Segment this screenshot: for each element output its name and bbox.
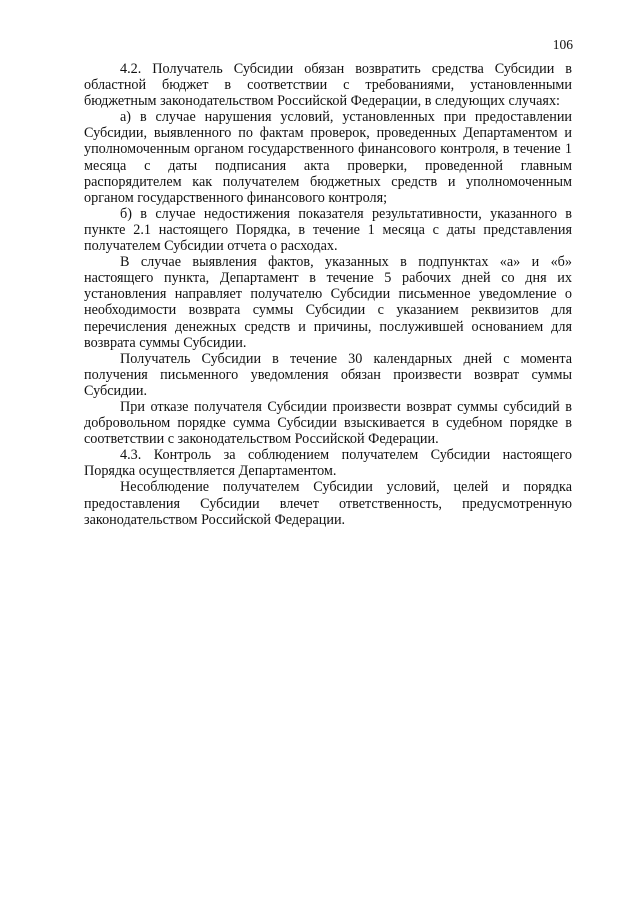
document-body: [84, 61, 572, 528]
paragraph-notification: В случае выявления фактов, указанных в подпунктах «а» и «б» настоящего пункта, Департамент в течение 5 рабочих дней со дня их установления направляет получателю Субсидии письменное уведомление о необходимости возврата суммы Субсидии с указанием реквизитов для перечисления денежных средств и причины, послужившей основанием для возврата суммы Субсидии.: [84, 254, 572, 351]
paragraph-4-2: 4.2. Получатель Субсидии обязан возвратить средства Субсидии в областной бюджет в соответствии с требованиями, установленными бюджетным законодательством Российской Федерации, в следующих случаях:: [84, 61, 572, 110]
paragraph-4-2-a: а) в случае нарушения условий, установленных при предоставлении Субсидии, выявленного по фактам проверок, проведенных Департаментом и уполномоченным органом государственного финансового контроля, в течение 1 месяца с даты подписания акта проверки, проведенной главным распорядителем как получателем бюджетных средств и уполномоченным органом государственного финансового контроля;: [84, 109, 572, 206]
paragraph-4-2-b: б) в случае недостижения показателя результативности, указанного в пункте 2.1 настоящего Порядка, в течение 1 месяца с даты представления получателем Субсидии отчета о расходах.: [84, 205, 572, 255]
paragraph-4-3: 4.3. Контроль за соблюдением получателем Субсидии настоящего Порядка осуществляется Департаментом.: [84, 447, 572, 480]
page-number: 106: [552, 37, 573, 52]
paragraph-refund-deadline: Получатель Субсидии в течение 30 календарных дней с момента получения письменного уведомления обязан произвести возврат суммы Субсидии.: [84, 350, 572, 399]
paragraph-liability: Несоблюдение получателем Субсидии условий, целей и порядка предоставления Субсидии влечет ответственность, предусмотренную законодательством Российской Федерации.: [84, 479, 572, 528]
paragraph-refusal: При отказе получателя Субсидии произвести возврат суммы субсидий в добровольном порядке сумма Субсидии взыскивается в судебном порядке в соответствии с законодательством Российской Федерации.: [84, 398, 572, 448]
